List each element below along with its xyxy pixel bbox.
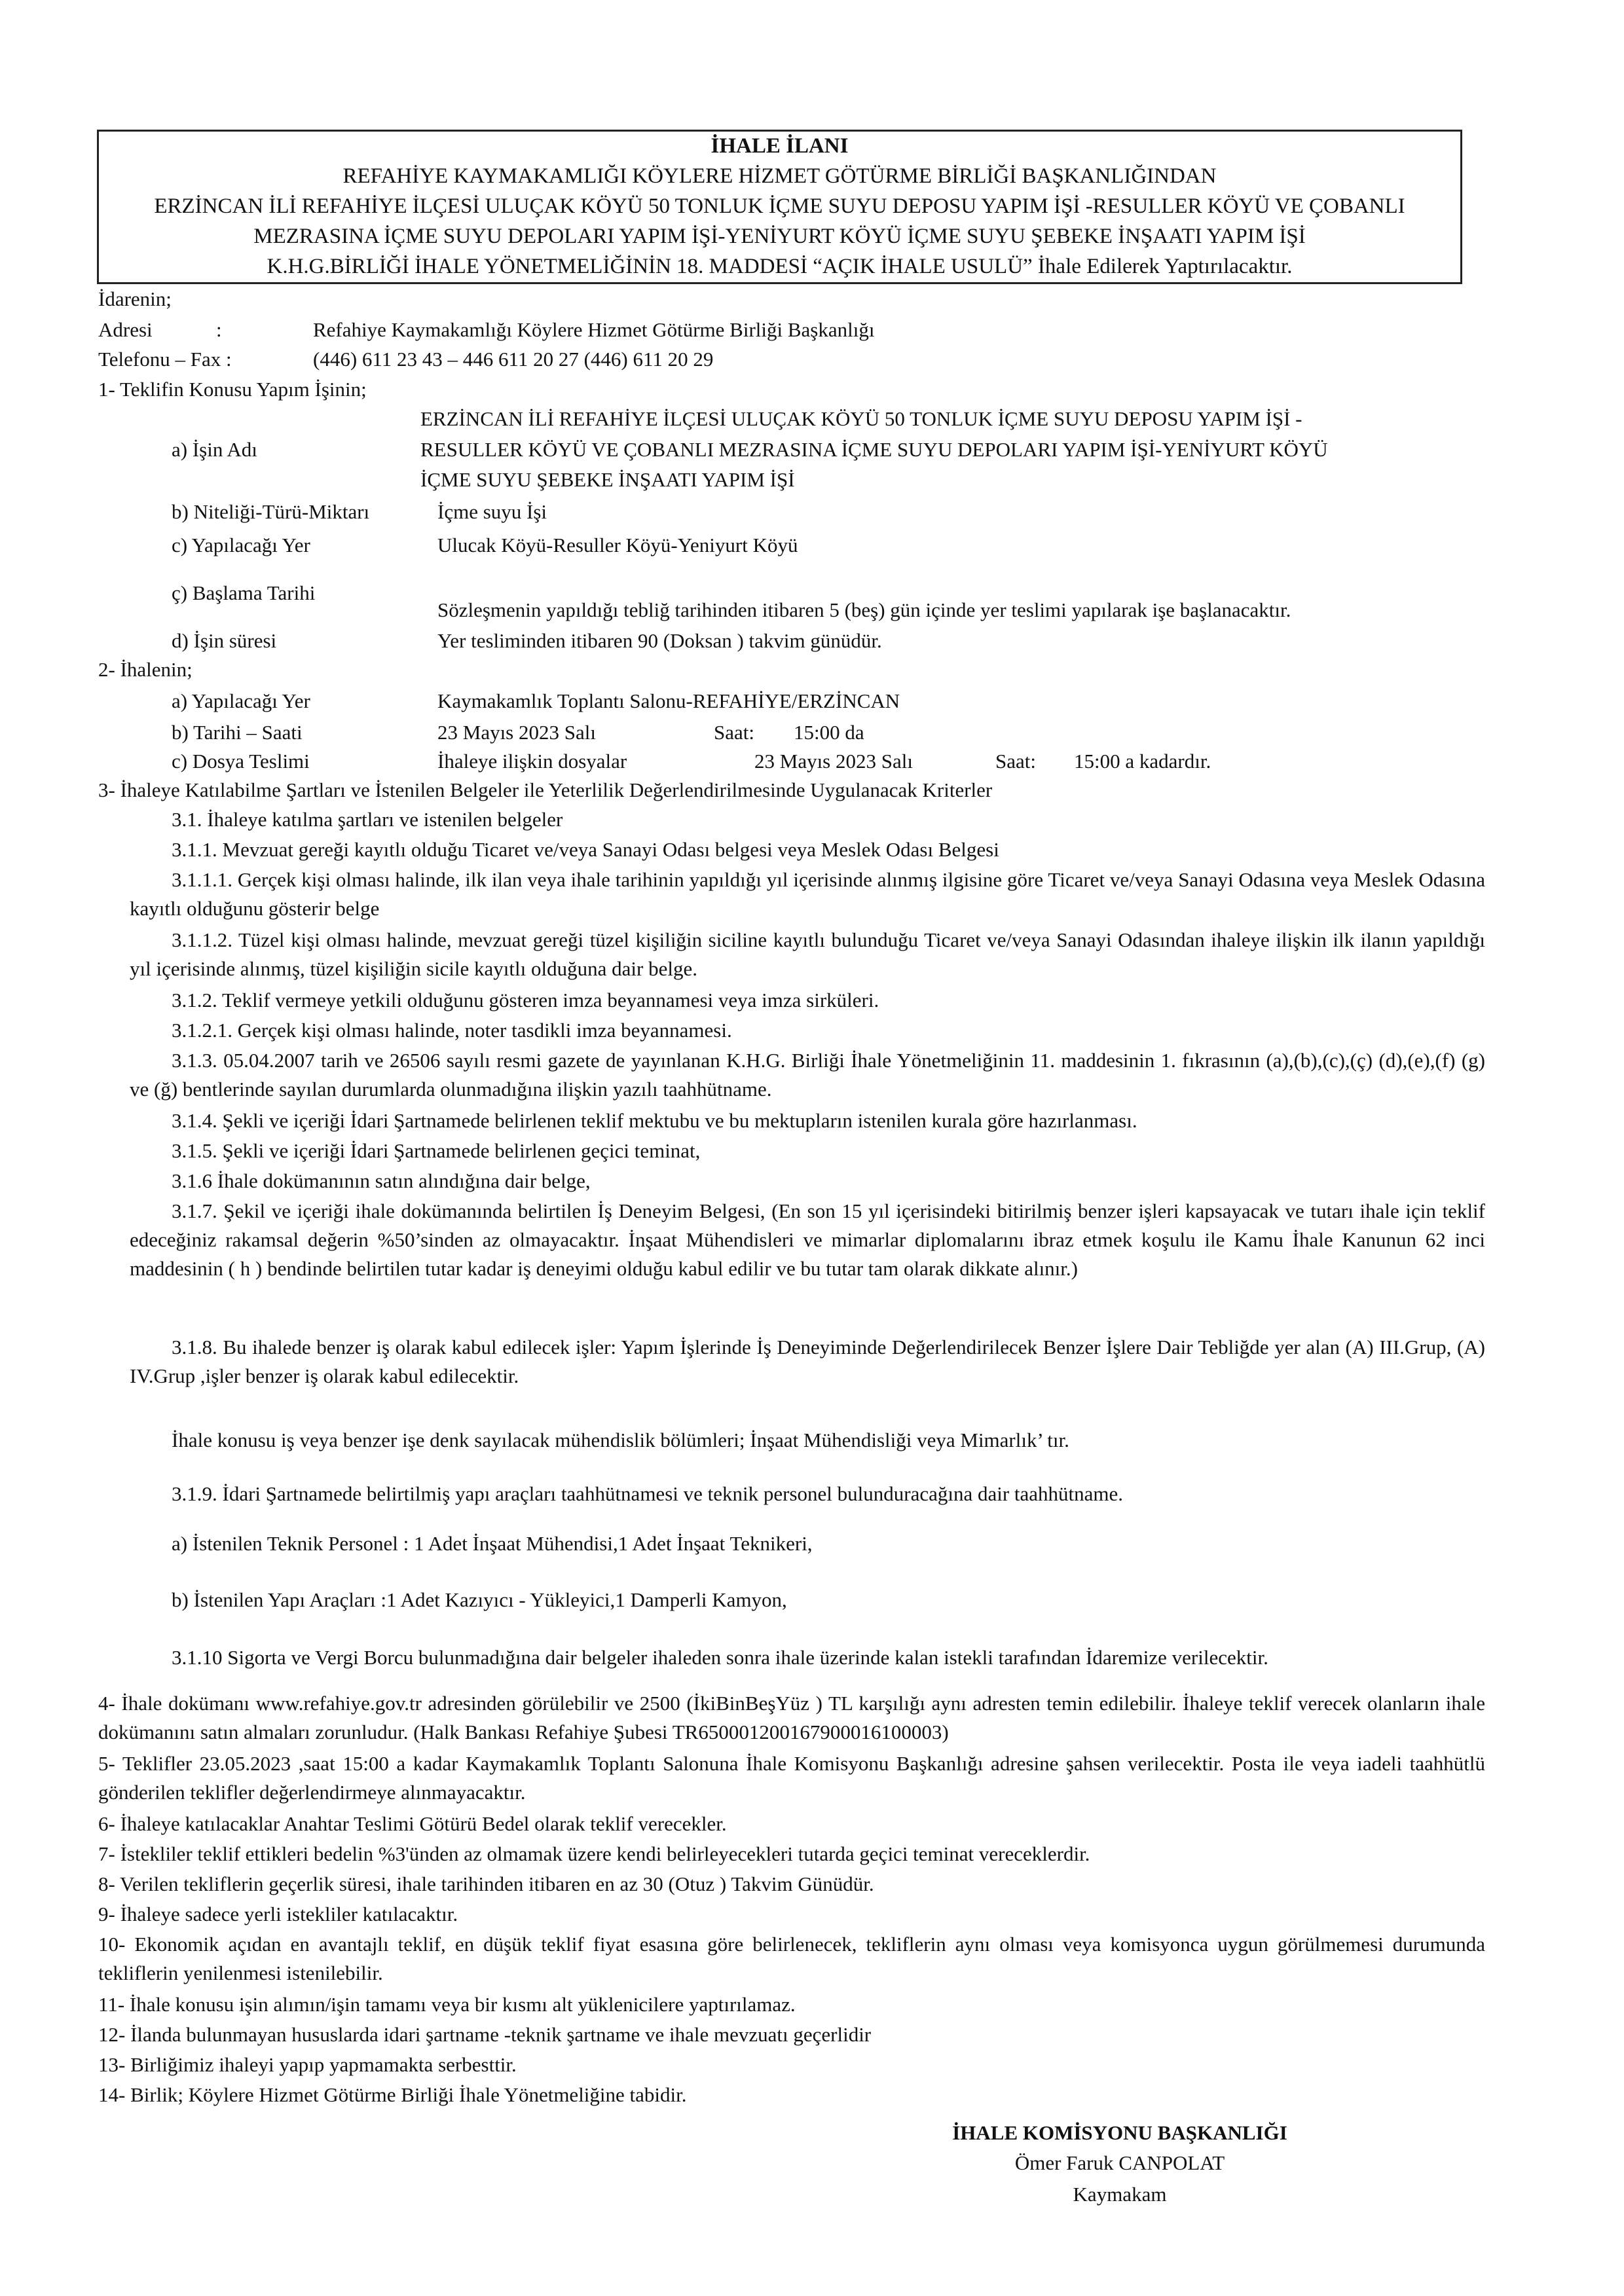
telefon-label: Telefonu – Fax : <box>98 348 232 371</box>
section2-saat-label: Saat: <box>714 721 754 744</box>
header-line-4: K.H.G.BİRLİĞİ İHALE YÖNETMELİĞİNİN 18. MADDESİ “AÇIK İHALE USULÜ” İhale Edilerek Yaptırılacaktır. <box>267 255 1293 278</box>
signature-title: Kaymakam <box>1073 2183 1167 2206</box>
telefon-value: (446) 611 23 43 – 446 611 20 27 (446) 611 20 29 <box>313 348 714 371</box>
section3-1-6: 3.1.6 İhale dokümanının satın alındığına dair belge, <box>172 1169 591 1192</box>
section2-heading: 2- İhalenin; <box>98 658 193 681</box>
item-12: 12- İlanda bulunmayan hususlarda idari şartname -teknik şartname ve ihale mevzuatı geçerlidir <box>98 2023 872 2046</box>
signature-name: Ömer Faruk CANPOLAT <box>1014 2151 1225 2174</box>
section1-nitelik-value: İçme suyu İşi <box>437 500 547 523</box>
section3-1-1-1: 3.1.1.1. Gerçek kişi olması halinde, ilk ilan veya ihale tarihinin yapıldığı yıl içerisinde alınmış ilgisine göre Ticaret ve/veya Sanayi Odasına veya Meslek Odasına kayıtlı olduğunu gösterir belge <box>130 868 1485 920</box>
section3-1-8: 3.1.8. Bu ihalede benzer iş olarak kabul edilecek işler: Yapım İşlerinde İş Deneyiminde Değerlendirilecek Benzer İşlere Dair Tebliğde yer alan (A) III.Grup, (A) IV.Grup ,işler benzer iş olarak kabul edilecektir. <box>130 1336 1485 1387</box>
section1-sure-label: d) İşin süresi <box>172 629 277 652</box>
section3-muhendislik: İhale konusu iş veya benzer işe denk sayılacak mühendislik bölümleri; İnşaat Mühendisliği veya Mimarlık’ tır. <box>172 1429 1069 1451</box>
section3-teknik-personel: a) İstenilen Teknik Personel : 1 Adet İnşaat Mühendisi,1 Adet İnşaat Teknikeri, <box>172 1532 813 1555</box>
header-line-3: MEZRASINA İÇME SUYU DEPOLARI YAPIM İŞİ-YENİYURT KÖYÜ İÇME SUYU ŞEBEKE İNŞAATI YAPIM İŞİ <box>253 225 1306 248</box>
section3-1: 3.1. İhaleye katılma şartları ve istenilen belgeler <box>172 808 563 831</box>
section1-sure-value: Yer tesliminden itibaren 90 (Doksan ) takvim günüdür. <box>437 629 882 652</box>
section3-1-5: 3.1.5. Şekli ve içeriği İdari Şartnamede belirlenen geçici teminat, <box>172 1139 701 1162</box>
item-11: 11- İhale konusu işin alımın/işin tamamı veya bir kısmı alt yüklenicilere yaptırılamaz. <box>98 1993 796 2016</box>
section2-yer-label: a) Yapılacağı Yer <box>172 689 310 712</box>
item-4: 4- İhale dokümanı www.refahiye.gov.tr adresinden görülebilir ve 2500 (İkiBinBeşYüz ) TL karşılığı aynı adresten temin edilebilir. İhaleye teklif verecek olanların ihale dokümanını satın almaları zorunludur. (Halk Bankası Refahiye Şubesi TR650001200167900016100003) <box>98 1692 1485 1743</box>
section1-heading: 1- Teklifin Konusu Yapım İşinin; <box>98 378 367 401</box>
section3-1-2: 3.1.2. Teklif vermeye yetkili olduğunu gösteren imza beyannamesi veya imza sirküleri. <box>172 989 879 1011</box>
adres-label: Adresi <box>98 318 153 341</box>
signature-office: İHALE KOMİSYONU BAŞKANLIĞI <box>952 2121 1287 2144</box>
header-line-1: REFAHİYE KAYMAKAMLIĞI KÖYLERE HİZMET GÖTÜRME BİRLİĞİ BAŞKANLIĞINDAN <box>342 164 1217 188</box>
item-7: 7- İstekliler teklif ettikleri bedelin %3'ünden az olmamak üzere kendi belirleyecekleri tutarda geçici teminat vereceklerdir. <box>98 1842 1090 1865</box>
item-14: 14- Birlik; Köylere Hizmet Götürme Birliği İhale Yönetmeliğine tabidir. <box>98 2083 687 2106</box>
section2-dosya-date: 23 Mayıs 2023 Salı <box>754 750 913 773</box>
section3-1-10: 3.1.10 Sigorta ve Vergi Borcu bulunmadığına dair belgeler ihaleden sonra ihale üzerinde kalan istekli tarafından İdaremize verilecektir. <box>172 1646 1268 1669</box>
section1-baslama-value: Sözleşmenin yapıldığı tebliğ tarihinden itibaren 5 (beş) gün içinde yer teslimi yapılarak işe başlanacaktır. <box>437 598 1291 621</box>
item-8: 8- Verilen tekliflerin geçerlik süresi, ihale tarihinden itibaren en az 30 (Otuz ) Takvim Günüdür. <box>98 1872 874 1895</box>
section3-1-7: 3.1.7. Şekil ve içeriği ihale dokümanında belirtilen İş Deneyim Belgesi, (En son 15 yıl içerisindeki bitirilmiş benzer işleri kapsayacak ve tutarı ihale için teklif edeceğiniz rakamsal değerin %50’sinden az olmayacaktır. İnşaat Mühendisleri ve mimarlar diplomalarını ibraz etmek koşulu ile Kamu İhale Kanunun 62 inci maddesinin ( h ) bendinde belirtilen tutar kadar iş deneyimi olduğu kabul edilir ve bu tutar tam olarak dikkate alınır.) <box>130 1199 1485 1280</box>
section2-dosya-saat-label: Saat: <box>995 750 1036 773</box>
item-9: 9- İhaleye sadece yerli istekliler katılacaktır. <box>98 1903 458 1925</box>
section1-is-adi-label: a) İşin Adı <box>172 438 257 461</box>
section1-is-adi-line2: RESULLER KÖYÜ VE ÇOBANLI MEZRASINA İÇME SUYU DEPOLARI YAPIM İŞİ-YENİYURT KÖYÜ <box>420 438 1328 461</box>
section3-1-2-1: 3.1.2.1. Gerçek kişi olması halinde, noter tasdikli imza beyannamesi. <box>172 1019 732 1042</box>
section3-1-3: 3.1.3. 05.04.2007 tarih ve 26506 sayılı resmi gazete de yayınlanan K.H.G. Birliği İhale Yönetmeliğinin 11. maddesinin 1. fıkrasının (a),(b),(c),(ç) (d),(e),(f) (g) ve (ğ) bentlerinde sayılan durumlarda olunmadığına ilişkin yazılı taahhütname. <box>130 1049 1485 1101</box>
section3-heading: 3- İhaleye Katılabilme Şartları ve İstenilen Belgeler ile Yeterlilik Değerlendirilmesinde Uygulanacak Kriterler <box>98 778 993 801</box>
item-5: 5- Teklifler 23.05.2023 ,saat 15:00 a kadar Kaymakamlık Toplantı Salonuna İhale Komisyonu Başkanlığı adresine şahsen verilecektir. Posta ile veya iadeli taahhütlü gönderilen teklifler değerlendirmeye alınmayacaktır. <box>98 1752 1485 1804</box>
section2-tarih-value: 23 Mayıs 2023 Salı <box>437 721 596 744</box>
section2-yer-value: Kaymakamlık Toplantı Salonu-REFAHİYE/ERZİNCAN <box>437 689 900 712</box>
section1-yer-label: c) Yapılacağı Yer <box>172 534 310 556</box>
section3-1-9: 3.1.9. İdari Şartnamede belirtilmiş yapı araçları taahhütnamesi ve teknik personel bulunduracağına dair taahhütname. <box>172 1482 1124 1505</box>
section3-1-1: 3.1.1. Mevzuat gereği kayıtlı olduğu Ticaret ve/veya Sanayi Odası belgesi veya Meslek Odası Belgesi <box>172 838 999 861</box>
idare-label: İdarenin; <box>98 287 172 310</box>
section2-tarih-label: b) Tarihi – Saati <box>172 721 303 744</box>
section3-1-4: 3.1.4. Şekli ve içeriği İdari Şartnamede belirlenen teklif mektubu ve bu mektupların istenilen kurala göre hazırlanması. <box>172 1109 1137 1132</box>
section3-1-1-2: 3.1.1.2. Tüzel kişi olması halinde, mevzuat gereği tüzel kişiliğin siciline kayıtlı bulunduğu Ticaret ve/veya Sanayi Odasından ihaleye ilişkin ilk ilanın yapıldığı yıl içerisinde alınmış, tüzel kişiliğin sicile kayıtlı olduğuna dair belge. <box>130 928 1485 980</box>
section1-yer-value: Ulucak Köyü-Resuller Köyü-Yeniyurt Köyü <box>437 534 798 556</box>
item-10: 10- Ekonomik açıdan en avantajlı teklif, en düşük teklif fiyat esasına göre belirlenecek, tekliflerin aynı olması veya komisyonca uygun görülmemesi durumunda tekliflerin yenilenmesi istenilebilir. <box>98 1933 1485 1984</box>
adres-colon: : <box>216 318 222 341</box>
section2-saat-value: 15:00 da <box>794 721 864 744</box>
adres-value: Refahiye Kaymakamlığı Köylere Hizmet Götürme Birliği Başkanlığı <box>313 318 875 341</box>
item-13: 13- Birliğimiz ihaleyi yapıp yapmamakta serbesttir. <box>98 2053 517 2076</box>
header-title: İHALE İLANI <box>710 134 849 158</box>
section2-dosya-value: İhaleye ilişkin dosyalar <box>437 750 627 773</box>
item-6: 6- İhaleye katılacaklar Anahtar Teslimi Götürü Bedel olarak teklif verecekler. <box>98 1812 727 1835</box>
section1-is-adi-line1: ERZİNCAN İLİ REFAHİYE İLÇESİ ULUÇAK KÖYÜ 50 TONLUK İÇME SUYU DEPOSU YAPIM İŞİ - <box>420 407 1302 430</box>
section1-is-adi-line3: İÇME SUYU ŞEBEKE İNŞAATI YAPIM İŞİ <box>420 468 795 491</box>
section2-dosya-label: c) Dosya Teslimi <box>172 750 310 773</box>
section3-yapi-araclari: b) İstenilen Yapı Araçları :1 Adet Kazıyıcı - Yükleyici,1 Damperli Kamyon, <box>172 1588 787 1611</box>
section2-dosya-saat-value: 15:00 a kadardır. <box>1074 750 1211 773</box>
header-line-2: ERZİNCAN İLİ REFAHİYE İLÇESİ ULUÇAK KÖYÜ 50 TONLUK İÇME SUYU DEPOSU YAPIM İŞİ -RESULLER KÖYÜ VE ÇOBANLI <box>154 194 1405 218</box>
section1-baslama-label: ç) Başlama Tarihi <box>172 581 316 604</box>
section1-nitelik-label: b) Niteliği-Türü-Miktarı <box>172 500 370 523</box>
announcement-header <box>97 130 1462 284</box>
